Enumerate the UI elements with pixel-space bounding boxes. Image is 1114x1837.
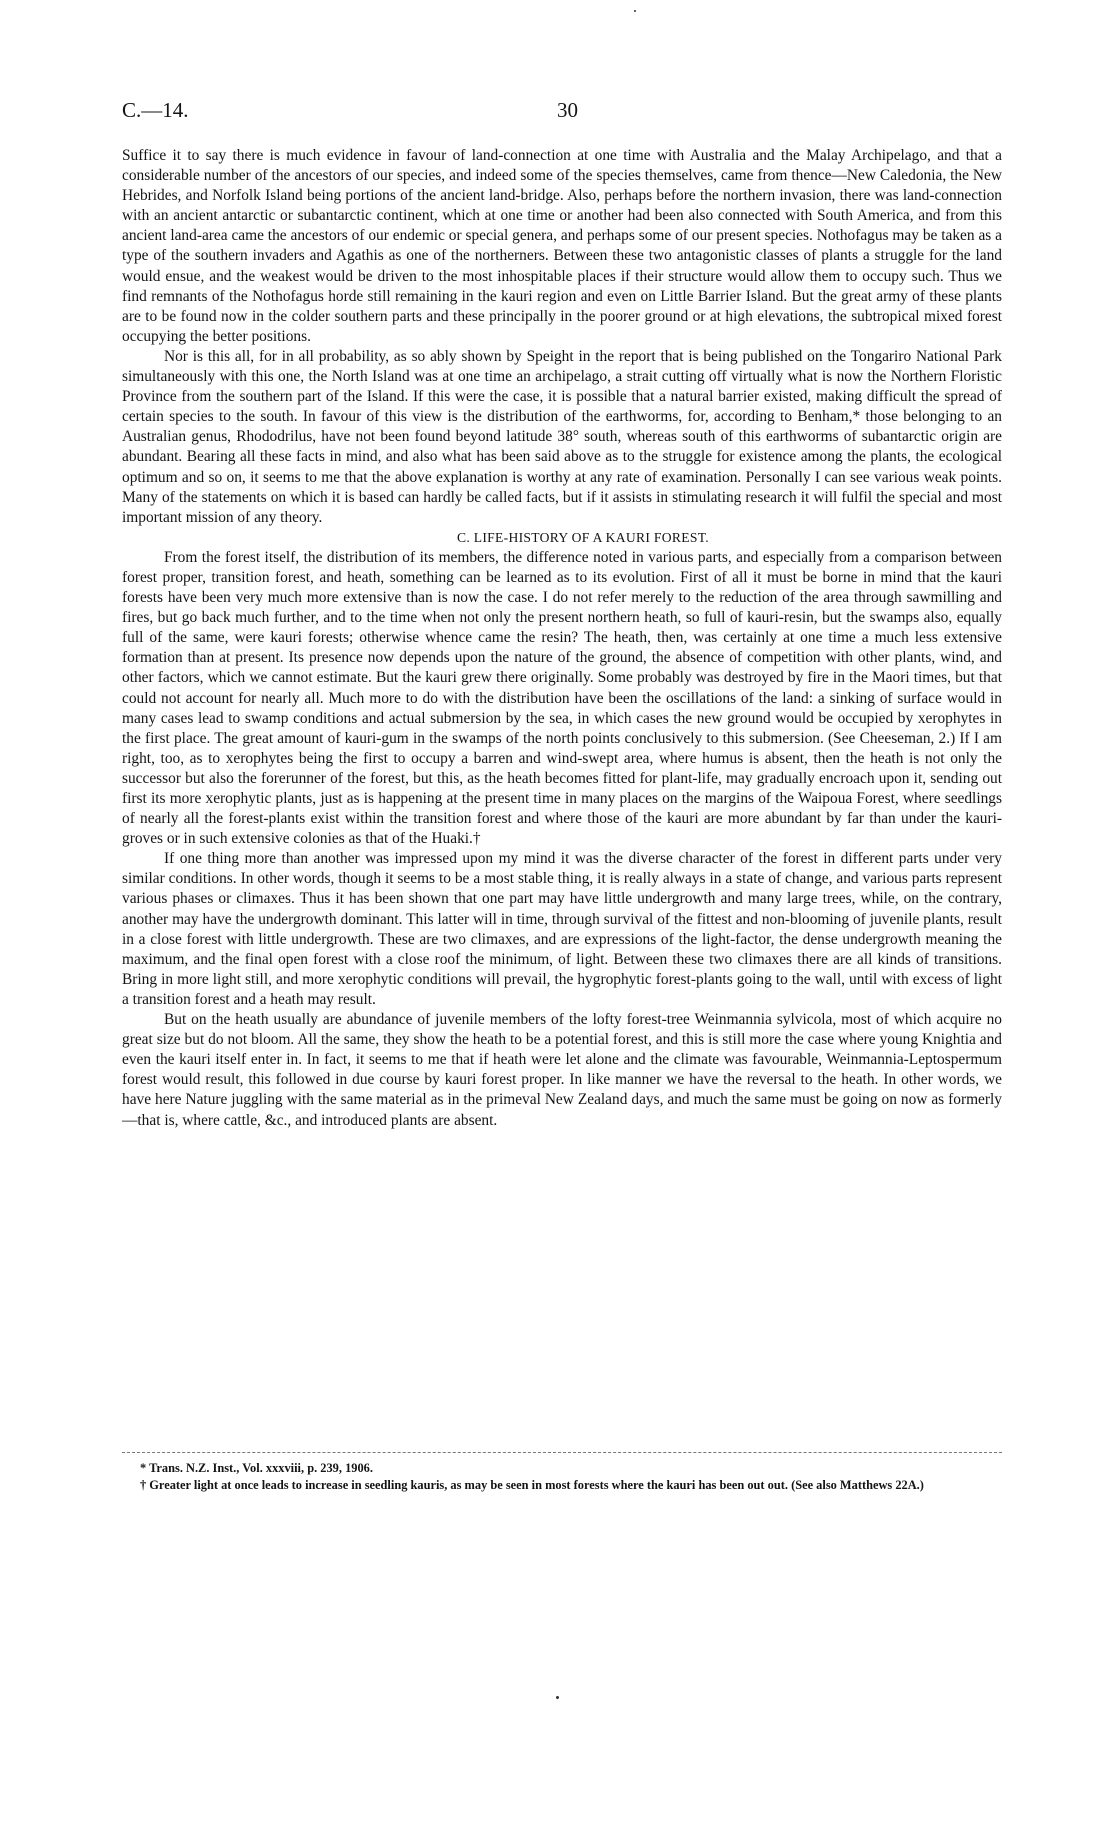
body-text <box>122 146 1002 1131</box>
paragraph-archipelago: Nor is this all, for in all probability, as so ably shown by Speight in the report that is being published on the Tongariro National Park simultaneously with this one, the North Island was at one time an archipelago, a strait cutting off virtually what is now the Northern Floristic Province from the southern part of the Island. If this were the case, it is possible that a natural barrier existed, making difficult the spread of certain species to the south. In favour of this view is the distribution of the earthworms, for, according to Benham,* those belonging to an Australian genus, Rhododrilus, have not been found beyond latitude 38° south, whereas south of this earthworms of subantarctic origin are abundant. Bearing all these facts in mind, and also what has been said above as to the struggle for existence among the plants, the ecological optimum and so on, it seems to me that the above explanation is worthy at any rate of examination. Personally I can see various weak points. Many of the statements on which it is based can hardly be called facts, but if it assists in stimulating research it will fulfil the special and most important mission of any theory. <box>122 347 1002 526</box>
footnote-2: † Greater light at once leads to increase in seedling kauris, as may be seen in most forests where the kauri has been out out. (See also Matthews 22A.) <box>140 1478 924 1492</box>
paragraph-land-connection: Suffice it to say there is much evidence in favour of land-connection at one time with Australia and the Malay Archipelago, and that a considerable number of the ancestors of our species, and indeed some of the species themselves, came from thence—New Caledonia, the New Hebrides, and Norfolk Island being portions of the ancient land-bridge. Also, perhaps before the northern invasion, there was land-connection with an ancient antarctic or subantarctic continent, which at one time or another had been also connected with South America, and from this ancient land-area came the ancestors of our endemic or special genera, and perhaps some of our present species. Nothofagus may be taken as a type of the southern invaders and Agathis as one of the northerners. Between these two antagonistic classes of plants a struggle for the land would ensue, and the weakest would be driven to the most inhospitable places if their structure would allow them to occupy such. Thus we find remnants of the Nothofagus horde still remaining in the kauri region and even on Little Barrier Island. But the great army of these plants are to be found now in the colder southern parts and these principally in the poorer ground or at high elevations, the subtropical mixed forest occupying the better positions. <box>122 147 1002 345</box>
footnotes <box>122 1460 1002 1494</box>
paragraph-climaxes: If one thing more than another was impressed upon my mind it was the diverse character of the forest in different parts under very similar conditions. In other words, though it seems to be a most stable thing, it is really always in a state of change, and various parts represent various phases or climaxes. Thus it has been shown that one part may have little undergrowth and many large trees, while, on the contrary, another may have the undergrowth dominant. This latter will in time, through survival of the fittest and non-blooming of juvenile plants, result in a close forest with little undergrowth. These are two climaxes, and are expressions of the light-factor, the dense undergrowth meaning the maximum, and the final open forest with a close roof the minimum, of light. Between these two climaxes there are all kinds of transitions. Bring in more light still, and more xerophytic conditions will prevail, the hygrophytic forest-plants going to the wall, until with excess of light a transition forest and a heath may result. <box>122 850 1002 1008</box>
paragraph-heath-potential-forest: But on the heath usually are abundance of juvenile members of the lofty forest-tree Weinmannia sylvicola, most of which acquire no great size but do not bloom. All the same, they show the heath to be a potential forest, and this is still more the case where young Knightia and even the kauri itself enter in. In fact, it seems to me that if heath were let alone and the climate was favourable, Weinmannia-Leptospermum forest would result, this followed in due course by kauri forest proper. In like manner we have the reversal to the heath. In other words, we have here Nature juggling with the same material as in the primeval New Zealand days, and much the same must be going on now as formerly—that is, where cattle, &c., and introduced plants are absent. <box>122 1011 1002 1129</box>
section-heading: C. LIFE-HISTORY OF A KAURI FOREST. <box>456 529 710 545</box>
document-code: C.—14. <box>122 98 189 122</box>
scan-speck <box>556 1696 559 1699</box>
page-header <box>122 98 1002 132</box>
page-number: 30 <box>557 98 578 122</box>
footnote-divider <box>122 1452 1002 1453</box>
footnote-1: * Trans. N.Z. Inst., Vol. xxxviii, p. 239, 1906. <box>140 1461 373 1475</box>
paragraph-forest-evolution: From the forest itself, the distribution of its members, the difference noted in various parts, and especially from a comparison between forest proper, transition forest, and heath, something can be learned as to its evolution. First of all it must be borne in mind that the kauri forests have been very much more extensive than is now the case. I do not refer merely to the reduction of the area through sawmilling and fires, but go back much further, and to the time when not only the present northern heath, so full of kauri-resin, but the swamps also, equally full of the same, were kauri forests; otherwise whence came the resin? The heath, then, was certainly at one time a much less extensive formation than at present. Its presence now depends upon the nature of the ground, the absence of competition with other plants, wind, and other factors, which we cannot estimate. But the kauri grew there originally. Some probably was destroyed by fire in the Maori times, but that could not account for nearly all. Much more to do with the distribution have been the oscillations of the land: a sinking of surface would in many cases lead to swamp conditions and actual submersion by the sea, in which cases the new ground would be occupied by xerophytes in the first place. The great amount of kauri-gum in the swamps of the north points conclusively to this submersion. (See Cheeseman, 2.) If I am right, too, as to xerophytes being the first to occupy a barren and wind-swept area, where humus is absent, then the heath is not only the successor but also the forerunner of the forest, but this, as the heath becomes fitted for plant-life, may gradually encroach upon it, sending out first its more xerophytic plants, just as is happening at the present time in many places on the margins of the Waipoua Forest, where seedlings of nearly all the forest-plants exist within the transition forest and where those of the kauri are more abundant by far than under the kauri-groves or in such extensive colonies as that of the Huaki.† <box>122 548 1002 848</box>
scan-speck <box>634 10 636 12</box>
